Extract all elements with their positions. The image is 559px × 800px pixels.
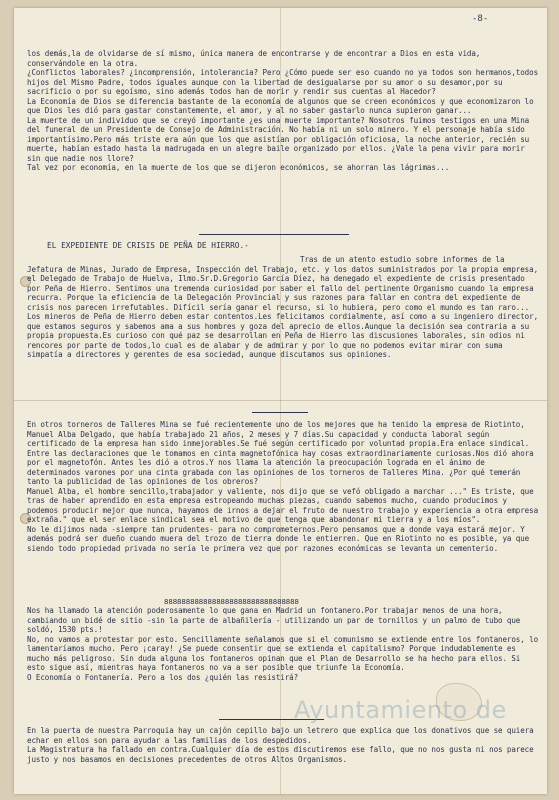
- section-heading: EL EXPEDIENTE DE CRISIS DE PEÑA DE HIERRO.-: [47, 241, 249, 250]
- watermark: Ayuntamiento de: [294, 696, 507, 724]
- page-number: -8-: [472, 14, 489, 24]
- paragraph-pena-de-hierro: Tras de un atento estudio sobre informes de la Jefatura de Minas, Jurado de Empresa, Inspección del Trabajo, etc. y los datos suministrados por la propia empresa, el Delegado de Trabajo de Huelva, Ilmo.Sr.D.Gregorio García Díez, ha denegado el expediente de crisis presentado por Peña de Hierro. Sentimos una tremenda curiosidad por saber el fallo del pertinente Organismo cuando la empresa recurra. Porque la eficiencia de la Delegación Provincial y sus razones para fallar en contra del expediente de crisis nos parecen irrefutables. Difícil sería ganar el recurso, si lo hubiera, pero como el mundo es tan raro... Los mineros de Peña de Hierro deben estar contentos.Les felicitamos cordialmente, así como a su ingeniero director, que estamos seguros y sabemos ama a sus hombres y goza del aprecio de ellos.Aunque la decisión sea contraria a su propia propuesta.Es curioso con qué paz se desarrollan en Peña de Hierro las discusiones laborales, sin odios ni rencores por parte de todos,lo cual es de alabar y de admirar y por lo que no podemos evitar mirar con suma simpatía a directores y gerentes de esa sociedad, aunque discutamos sus opiniones.: [27, 255, 539, 359]
- section-rule: [199, 234, 349, 235]
- paragraph-fontanero: Nos ha llamado la atención poderosamente lo que gana en Madrid un fontanero.Por trabajar menos de una hora, cambiando un bidé de sitio -sin la parte de albañilería - utilizando un par de tornillos y un palmo de tubo que soldó, 1530 pts.! No, no vamos a protestar por esto. Sencillamente señalamos que si el comunismo se extiende entre los fontaneros, lo lamentaríamos mucho. Pero ¡caray! ¿Se puede consentir que se extienda el capitalismo? Porque indudablemente es mucho más peligroso. Sin duda alguna los fontaneros opinan que el Plan de Desarrollo se ha hecho para ellos. Si esto sigue así, mientras haya fontaneros no va a ser posible que triunfe la Economía. O Economía o Fontanería. Pero a los dos ¿quién las resistirá?: [27, 606, 539, 682]
- paragraph-torneros: En otros torneros de Talleres Mina se fué recientemente uno de los mejores que ha tenido la empresa de Riotinto, Manuel Alba Delgado, que había trabajado 21 años, 2 meses y 7 días.Su capacidad y conducta laboral según certificado de la empresa han sido inmejorables.Se fué según certificado por voluntad propia.Era enlace sindical. Entre las declaraciones que le tomamos en cinta magnetofónica hay cosas extraordinariamente curiosas.Nos dió ahora por el magnetofón. Antes les dió a otros.Y nos llama la atención la preocupación lograda en el ánimo de determinados varones por una cinta grabada con las opiniones de los torneros de Talleres Mina. ¿Por qué temerán tanto la publicidad de las opiniones de los obreros? Manuel Alba, el hombre sencillo,trabajador y valiente, nos dijo que se vefó obligado a marchar ..." Es triste, que tras de haber aprendido en esta empresa estropeando muchas piezas, cuando sabemos mucho, cuando producimos y podemos producir mejor que nunca, hayamos de irnos a dejar el fruto de nuestro trabajo y experiencia a otra empresa extraña." que el ser enlace sindical sea el motivo de que tenga que abandonar mi tierra y a los míos". No le dijimos nada -siempre tan prudentes- para no comprometernos.Pero pensamos que a donde vaya estará mejor. Y además podrá ser dueño cuando muera del trozo de tierra donde le entierren. Que en Riotinto no es posible, ya que siendo todo propiedad privada no sería le primera vez que por razones económicas se levanta un cementerio.: [27, 420, 539, 553]
- separator-line: 8888888888888888888888888888888: [164, 597, 299, 606]
- document-page: [14, 8, 547, 794]
- section-rule: [252, 412, 308, 413]
- paragraph-intro: los demás,la de olvidarse de sí mismo, única manera de encontrarse y de encontrar a Dios en esta vida, conservándole en la otra. ¿Conflictos laborales? ¿incomprensión, intolerancia? Pero ¿Cómo puede ser eso cuando no ya todos son hermanos,todos hijos del Mismo Padre, todos iguales aunque con la libertad de desigualarse por su amor o su desamor,por su sacrificio o por su egoísmo, sino además todos han de morir y rendir sus cuentas al Hacedor? La Economía de Dios se diferencia bastante de la economía de algunos que se creen económicos y que economizaron lo que Dios les dió para gastar constantemente, el amor, y al no saber gastarlo nunca supieron ganar... La muerte de un individuo que se creyó importante ¿es una muerte importante? Nosotros fuimos testigos en una Mina del funeral de un Presidente de Consejo de Administración. No había ni un solo minero. Y el personaje había sido importantísimo.Pero más triste era aún que los que asistían por obligación oficiosa, la noche anterior, recién su muerte, habían estado hasta la madrugada en un alegre baile organizado por ellos. ¿Vale la pena vivir para morir sin que nadie nos llore? Tal vez por economía, en la muerte de los que se dijeron económicos, se ahorran las lágrimas...: [27, 49, 539, 172]
- paragraph-parroquia: En la puerta de nuestra Parroquia hay un cajón cepillo bajo un letrero que explica que los donativos que se quiera echar en ellos son para ayudar a las familias de los despedidos. La Magistratura ha fallado en contra.Cualquier día de estos discutiremos ese fallo, que no nos gusta ni nos parece justo y nos basamos en decisiones precedentes de otros Altos Organismos.: [27, 726, 534, 764]
